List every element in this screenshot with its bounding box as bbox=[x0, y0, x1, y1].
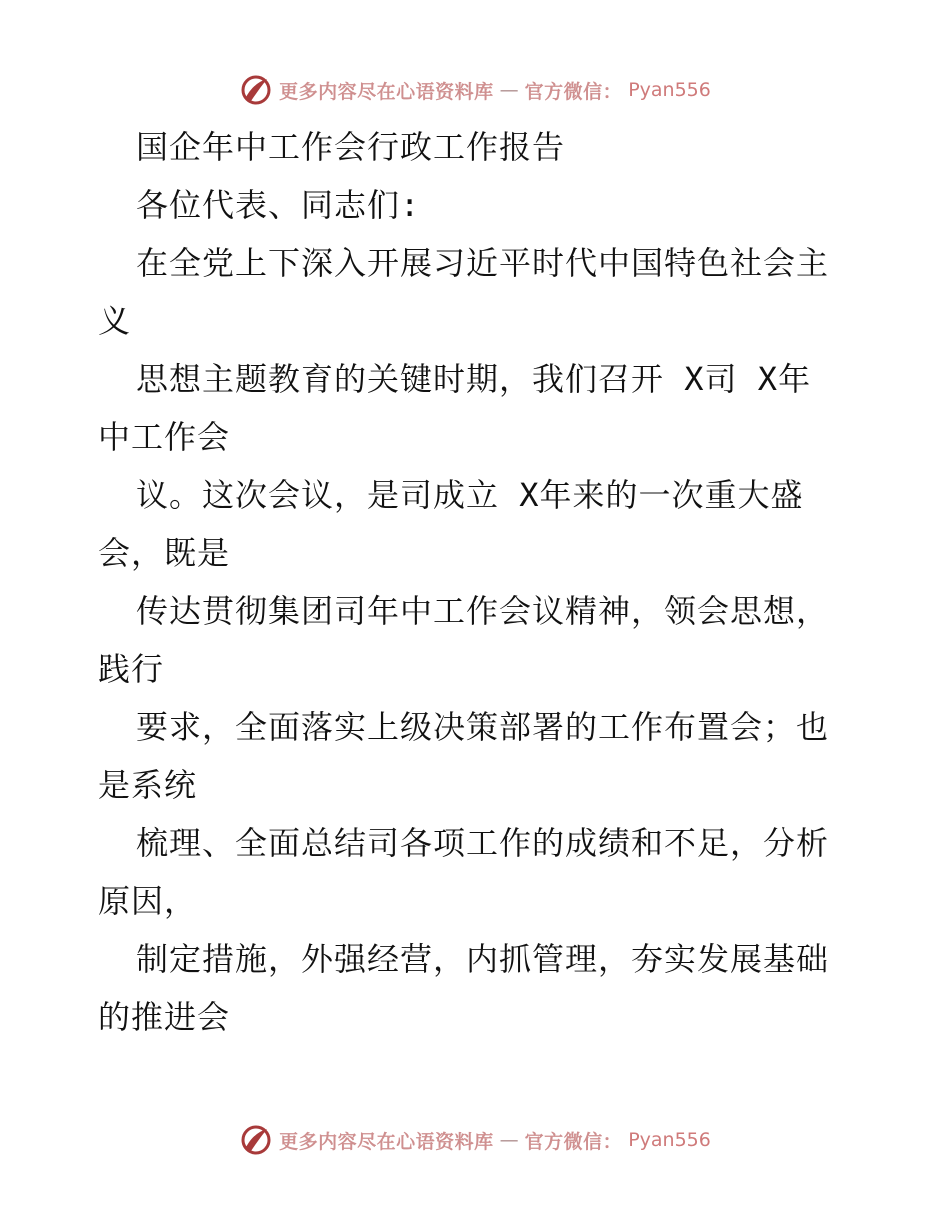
text-line: 是系统 bbox=[98, 766, 198, 804]
text-line: 会，既是 bbox=[98, 534, 231, 572]
brush-logo-icon bbox=[239, 73, 273, 107]
text-line: 践行 bbox=[98, 650, 165, 688]
watermark-group bbox=[239, 73, 711, 107]
footer-watermark bbox=[0, 1120, 950, 1160]
text-line: 制定措施，外强经营，内抓管理，夯实发展基础 bbox=[136, 940, 830, 978]
watermark-wechat-id: Pyan556 bbox=[628, 79, 711, 101]
document-salutation: 各位代表、同志们: bbox=[136, 186, 421, 224]
brush-logo-icon bbox=[239, 1123, 273, 1157]
text-line: 义 bbox=[98, 302, 132, 340]
text-line: 思想主题教育的关键时期，我们召开 X司 X年 bbox=[136, 360, 812, 398]
watermark-wechat-id: Pyan556 bbox=[628, 1129, 711, 1151]
text-line: 议。这次会议，是司成立 X年来的一次重大盛 bbox=[136, 476, 804, 514]
watermark-group bbox=[239, 1123, 711, 1157]
text-line: 梳理、全面总结司各项工作的成绩和不足，分析 bbox=[136, 824, 830, 862]
watermark-site-text: 更多内容尽在心语资料库 bbox=[279, 1130, 494, 1153]
text-line: 要求，全面落实上级决策部署的工作布置会；也 bbox=[136, 708, 830, 746]
watermark-wechat-label: 官方微信： bbox=[524, 80, 623, 103]
text-line: 原因， bbox=[98, 882, 198, 920]
watermark-separator: — bbox=[499, 1129, 519, 1151]
text-line: 在全党上下深入开展习近平时代中国特色社会主 bbox=[136, 244, 830, 282]
text-line: 中工作会 bbox=[98, 418, 231, 456]
document-title: 国企年中工作会行政工作报告 bbox=[136, 128, 566, 166]
watermark-site-text: 更多内容尽在心语资料库 bbox=[279, 80, 494, 103]
watermark-wechat-label: 官方微信： bbox=[524, 1130, 623, 1153]
text-line: 的推进会 bbox=[98, 998, 231, 1036]
document-body bbox=[98, 118, 858, 1046]
text-line: 传达贯彻集团司年中工作会议精神，领会思想， bbox=[136, 592, 830, 630]
watermark-separator: — bbox=[499, 79, 519, 101]
header-watermark bbox=[0, 70, 950, 110]
